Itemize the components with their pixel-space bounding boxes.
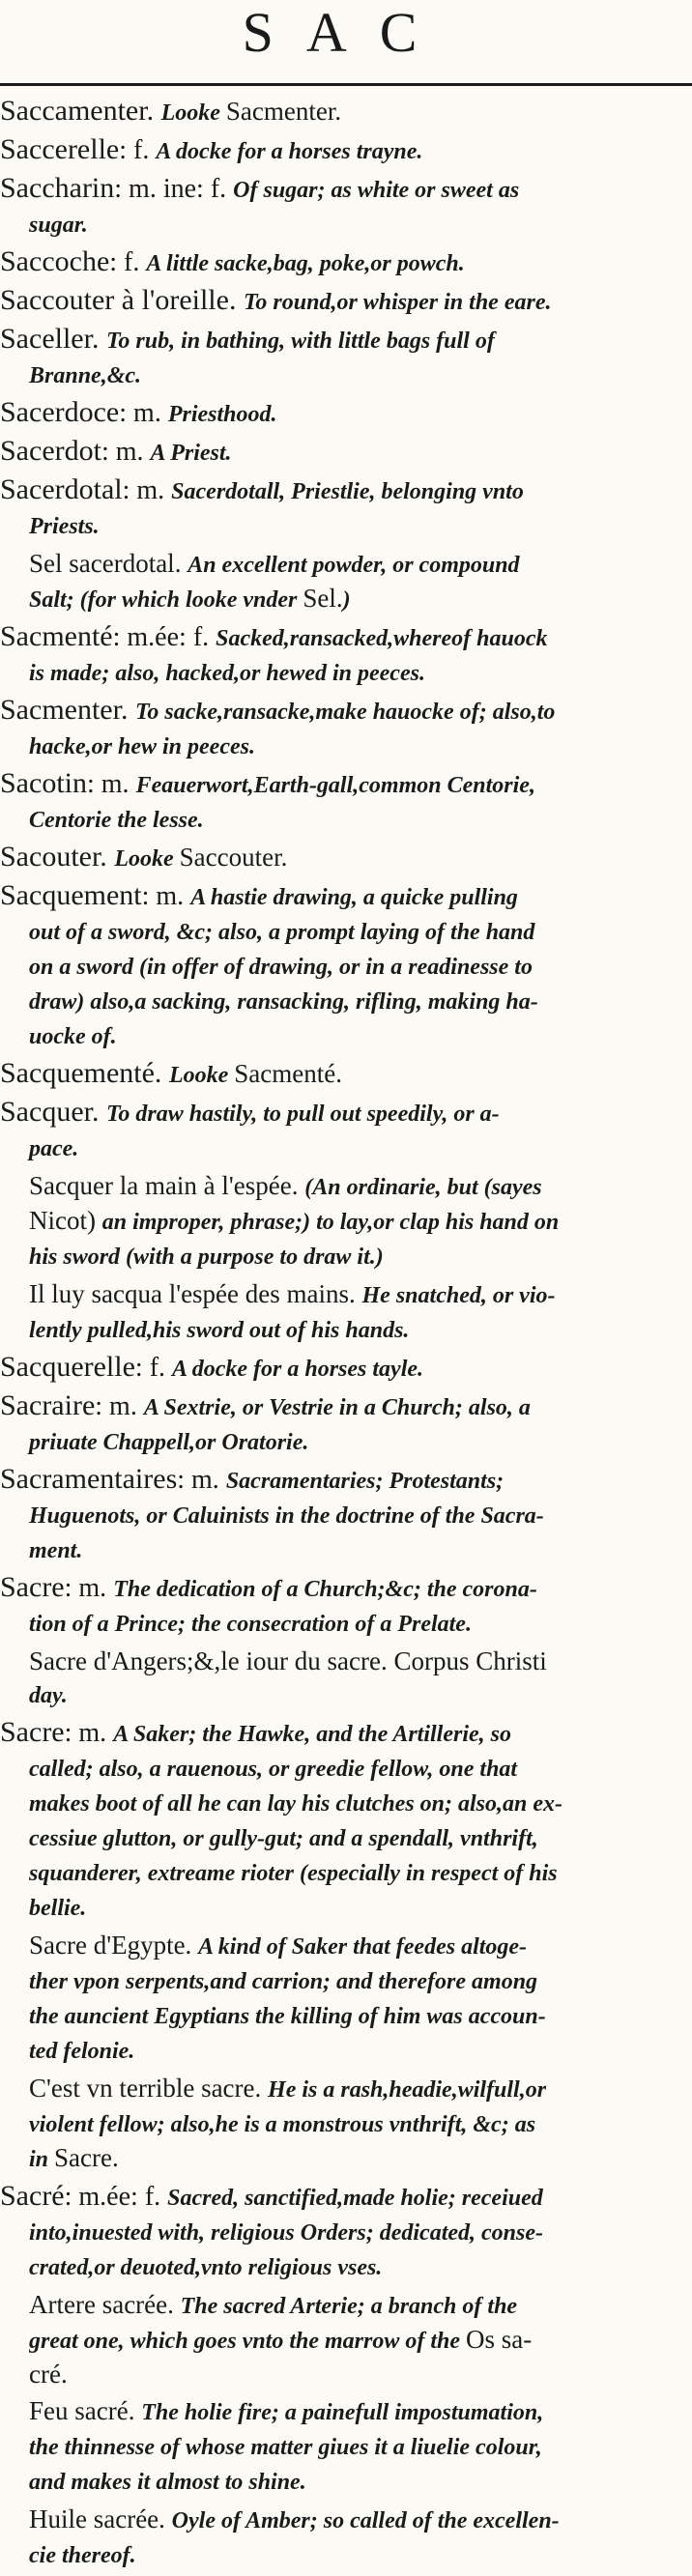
entry-line xyxy=(0,914,682,949)
roman-text: Sel sacerdotal. xyxy=(29,549,188,578)
roman-text: Sacquer la main à l'espée. xyxy=(29,1171,305,1200)
definition-text: day. xyxy=(29,1683,68,1708)
definition-text: sugar. xyxy=(29,213,88,238)
entry-line xyxy=(29,2358,682,2390)
dictionary-entry xyxy=(0,1716,682,1925)
definition-text: Sacked,ransacked,whereof hauock xyxy=(216,626,548,651)
definition-text: hacke,or hew in peeces. xyxy=(29,734,255,759)
definition-text: ment. xyxy=(29,1538,83,1563)
definition-text: and makes it almost to shine. xyxy=(29,2470,306,2495)
entry-line xyxy=(0,1606,682,1641)
definition-text: The dedication of a Church;&c; the corona- xyxy=(113,1577,537,1602)
definition-text: A kind of Saker that feedes altoge- xyxy=(198,1934,528,1960)
roman-text: Os sa- xyxy=(466,2325,533,2354)
entry-line xyxy=(29,2323,682,2358)
entry-line xyxy=(29,547,682,582)
entry-line xyxy=(0,396,682,431)
roman-text: Sacmenter. xyxy=(225,97,342,126)
entry-line xyxy=(0,1855,682,1890)
grammar-label: : m. xyxy=(64,1573,114,1603)
headword: Saceller. xyxy=(0,323,106,355)
definition-text: Oyle of Amber; so called of the excellen- xyxy=(171,2508,560,2533)
roman-text: Huile sacrée. xyxy=(29,2504,172,2533)
grammar-label: : m.ée: f. xyxy=(112,622,216,652)
headword: Sacquementé. xyxy=(0,1057,169,1089)
grammar-label: : m. xyxy=(64,1718,114,1748)
entry-line xyxy=(0,1057,682,1092)
entry-line xyxy=(29,2429,682,2464)
entry-line xyxy=(29,1312,682,1347)
roman-text: C'est vn terrible sacre. xyxy=(29,2074,269,2103)
dictionary-entry xyxy=(0,435,682,470)
roman-text: Nicot) xyxy=(29,1206,102,1235)
definition-text: pace. xyxy=(29,1136,79,1161)
definition-text: To round,or whisper in the eare. xyxy=(243,290,552,315)
definition-text: Looke xyxy=(114,846,180,872)
headword: Sacquerelle xyxy=(0,1351,135,1383)
entry-line xyxy=(29,1929,682,1963)
roman-text: Feu sacré. xyxy=(29,2396,142,2425)
dictionary-entry xyxy=(0,95,682,129)
headword: Sacre xyxy=(0,1716,65,1748)
sub-entry xyxy=(0,1645,682,1712)
entry-line xyxy=(29,2464,682,2499)
headword: Sacerdotal xyxy=(0,473,123,505)
entry-line xyxy=(0,802,682,837)
headword: Sacré xyxy=(0,2180,65,2212)
dictionary-entry xyxy=(0,620,682,690)
headword: Sacmenter. xyxy=(0,694,135,726)
headword: Saccoche xyxy=(0,245,110,277)
dictionary-entry xyxy=(0,2180,682,2284)
definition-text: An excellent powder, or compound xyxy=(187,553,520,578)
dictionary-entry xyxy=(0,133,682,168)
definition-text: tion of a Prince; the consecration of a Prelate. xyxy=(29,1612,472,1637)
headword: Saccouter à l'oreille. xyxy=(0,284,244,316)
headword: Sacerdoce xyxy=(0,396,120,428)
grammar-label: : m. xyxy=(95,1391,144,1421)
headword: Saccamenter. xyxy=(0,95,161,127)
entry-line xyxy=(0,508,682,543)
dictionary-entry xyxy=(0,245,682,280)
definition-text: Priesthood. xyxy=(167,402,277,427)
definition-text: violent fellow; also,he is a monstrous vnthrift, &c; as xyxy=(29,2112,536,2137)
definition-text: ther vpon serpents,and carrion; and therefore among xyxy=(29,1969,538,1994)
entry-line xyxy=(29,2141,682,2176)
entry-line xyxy=(29,1677,682,1712)
entry-line xyxy=(0,95,682,129)
definition-text: crated,or deuoted,vnto religious vses. xyxy=(29,2255,383,2280)
entry-line xyxy=(0,245,682,280)
grammar-label: : m. xyxy=(141,881,191,911)
entry-line xyxy=(0,1096,682,1131)
dictionary-entry xyxy=(0,1351,682,1386)
headword: Sacquement xyxy=(0,879,142,911)
dictionary-entry xyxy=(0,1057,682,1092)
sub-entry xyxy=(0,1277,682,1347)
entry-line xyxy=(29,2503,682,2537)
entry-line xyxy=(0,1018,682,1053)
dictionary-entry xyxy=(0,1571,682,1641)
definition-text: Of sugar; as white or sweet as xyxy=(233,178,520,203)
definition-text: A docke for a horses tayle. xyxy=(172,1357,424,1382)
definition-text: Huguenots, or Caluinists in the doctrine of the Sacra- xyxy=(29,1503,544,1529)
roman-text: Sacre. xyxy=(54,2143,119,2172)
roman-text: Il luy sacqua l'espée des mains. xyxy=(29,1279,362,1308)
roman-text: Sacre d'Egypte. xyxy=(29,1931,199,1960)
definition-text: uocke of. xyxy=(29,1024,117,1049)
definition-text: lently pulled,his sword out of his hands. xyxy=(29,1318,410,1343)
entry-line xyxy=(0,1424,682,1459)
definition-text: A hastie drawing, a quicke pulling xyxy=(190,885,518,910)
definition-text: He snatched, or vio- xyxy=(361,1283,556,1308)
entry-line xyxy=(29,1169,682,1204)
entry-line xyxy=(0,2180,682,2215)
definition-text: Salt; (for which looke vnder xyxy=(29,587,303,613)
entry-line xyxy=(29,2033,682,2068)
sub-entry xyxy=(0,1169,682,1274)
entry-line xyxy=(0,172,682,207)
roman-text: Saccouter. xyxy=(179,843,288,872)
definition-text: an improper, phrase;) to lay,or clap his hand on xyxy=(101,1210,560,1235)
roman-text: Sel. xyxy=(303,584,343,613)
grammar-label: : f. xyxy=(134,1353,173,1383)
grammar-label: : m. xyxy=(87,769,136,799)
definition-text: A Sextrie, or Vestrie in a Church; also, a xyxy=(143,1395,531,1420)
entry-line xyxy=(29,2288,682,2323)
roman-text: Sacmenté. xyxy=(234,1059,342,1088)
definition-text: The holie fire; a painefull impostumation, xyxy=(141,2400,544,2425)
definition-text: Priests. xyxy=(29,514,100,539)
definition-text: squanderer, extreame rioter (especially in respect of his xyxy=(29,1861,558,1886)
dictionary-entry xyxy=(0,767,682,837)
grammar-label: : m. xyxy=(122,475,172,505)
entry-line xyxy=(0,1351,682,1386)
dictionary-entry xyxy=(0,1463,682,1567)
sub-entry xyxy=(0,2288,682,2390)
grammar-label: : m. xyxy=(177,1465,226,1495)
headword: Sacraire xyxy=(0,1389,96,1421)
entry-line xyxy=(0,879,682,914)
definition-text: is made; also, hacked,or hewed in peeces. xyxy=(29,661,425,686)
definition-text: cie thereof. xyxy=(29,2543,136,2568)
definition-text: The sacred Arterie; a branch of the xyxy=(180,2294,518,2319)
entry-line xyxy=(0,841,682,875)
sub-entry xyxy=(0,1929,682,2068)
headword: Sacramentaires xyxy=(0,1463,178,1495)
definition-text: great one, which goes vnto the marrow of the xyxy=(29,2329,467,2354)
dictionary-entry xyxy=(0,323,682,392)
definition-text: A Priest. xyxy=(150,441,232,466)
entry-line xyxy=(0,1716,682,1751)
entry-line xyxy=(0,1820,682,1855)
definition-text: called; also, a rauenous, or greedie fellow, one that xyxy=(29,1757,518,1782)
grammar-label: : m. xyxy=(119,398,168,428)
entry-line xyxy=(0,1751,682,1786)
grammar-label: : f. xyxy=(119,135,157,165)
definition-text: Sacred, sanctified,made holie; receiued xyxy=(167,2186,543,2211)
entry-line xyxy=(0,1498,682,1532)
dictionary-entry xyxy=(0,473,682,543)
entry-line xyxy=(0,729,682,763)
headword: Sacquer. xyxy=(0,1096,106,1128)
entry-line xyxy=(0,694,682,729)
dictionary-entry xyxy=(0,284,682,319)
grammar-label: : m.ée: f. xyxy=(64,2182,168,2212)
sub-entry xyxy=(0,547,682,616)
definition-text: A Saker; the Hawke, and the Artillerie, so xyxy=(113,1722,511,1747)
entry-line xyxy=(29,2537,682,2572)
definition-text: Feauerwort,Earth-gall,common Centorie, xyxy=(135,773,535,798)
sub-entry xyxy=(0,2394,682,2499)
headword: Saccharin xyxy=(0,172,115,204)
sub-entry xyxy=(0,2503,682,2572)
definition-text: Branne,&c. xyxy=(29,363,142,388)
entry-line xyxy=(0,949,682,984)
entry-line xyxy=(0,2249,682,2284)
entry-line xyxy=(29,2394,682,2429)
entry-line xyxy=(29,2072,682,2106)
entry-line xyxy=(0,473,682,508)
definition-text: A little sacke,bag, poke,or powch. xyxy=(146,251,465,276)
definition-text: To draw hastily, to pull out speedily, or a- xyxy=(105,1102,500,1127)
sub-entry xyxy=(0,2072,682,2176)
dictionary-entry xyxy=(0,1389,682,1459)
entry-list xyxy=(0,95,682,2576)
definition-text: into,inuested with, religious Orders; dedicated, conse- xyxy=(29,2220,544,2246)
entry-line xyxy=(0,655,682,690)
dictionary-entry xyxy=(0,879,682,1053)
entry-line xyxy=(0,1463,682,1498)
entry-line xyxy=(0,1131,682,1165)
headword: Sacouter. xyxy=(0,841,115,873)
dictionary-entry xyxy=(0,1096,682,1165)
definition-text: (An ordinarie, but (sayes xyxy=(304,1175,542,1200)
entry-line xyxy=(0,1890,682,1925)
roman-text: Sacre d'Angers;&,le iour du sacre. Corpus Christi xyxy=(29,1646,547,1675)
dictionary-entry xyxy=(0,694,682,763)
entry-line xyxy=(29,1998,682,2033)
headword: Sacotin xyxy=(0,767,87,799)
running-head: SAC xyxy=(242,1,450,64)
definition-text: in xyxy=(29,2147,55,2172)
definition-text: bellie. xyxy=(29,1896,87,1921)
definition-text: ted felonie. xyxy=(29,2039,135,2064)
definition-text: Sacerdotall, Priestlie, belonging vnto xyxy=(171,479,524,504)
entry-line xyxy=(0,207,682,242)
entry-line xyxy=(0,284,682,319)
entry-line xyxy=(0,2215,682,2249)
entry-line xyxy=(0,620,682,655)
definition-text: the thinnesse of whose matter giues it a liuelie colour, xyxy=(29,2435,542,2460)
definition-text: the auncient Egyptians the killing of him was accoun- xyxy=(29,2004,546,2029)
entry-line xyxy=(29,1204,682,1239)
definition-text: draw) also,a sacking, ransacking, rifling, making ha- xyxy=(29,989,538,1015)
entry-line xyxy=(0,133,682,168)
grammar-label: : m. ine: f. xyxy=(114,174,234,204)
dictionary-entry xyxy=(0,841,682,875)
entry-line xyxy=(0,1786,682,1820)
entry-line xyxy=(29,582,682,616)
dictionary-entry xyxy=(0,396,682,431)
definition-text: To sacke,ransacke,make hauocke of; also,to xyxy=(134,700,556,725)
entry-line xyxy=(29,1963,682,1998)
definition-text: cessiue glutton, or gully-gut; and a spendall, vnthrift, xyxy=(29,1826,538,1851)
entry-line xyxy=(29,2106,682,2141)
roman-text: Artere sacrée. xyxy=(29,2290,181,2319)
headword: Sacre xyxy=(0,1571,65,1603)
entry-line xyxy=(0,1532,682,1567)
dictionary-entry xyxy=(0,172,682,242)
entry-line xyxy=(0,767,682,802)
definition-text: A docke for a horses trayne. xyxy=(156,139,423,164)
entry-line xyxy=(29,1239,682,1274)
definition-text: Sacramentaries; Protestants; xyxy=(225,1469,505,1494)
headword: Sacerdot xyxy=(0,435,101,467)
entry-line xyxy=(0,1389,682,1424)
header-rule xyxy=(0,83,692,86)
definition-text: Looke xyxy=(160,100,226,126)
entry-line xyxy=(0,323,682,358)
headword: Sacmenté xyxy=(0,620,113,652)
grammar-label: : m. xyxy=(101,437,151,467)
entry-line xyxy=(29,1277,682,1312)
entry-line xyxy=(0,358,682,392)
definition-text: out of a sword, &c; also, a prompt laying of the hand xyxy=(29,920,535,945)
definition-text: Looke xyxy=(168,1063,235,1088)
definition-text: his sword (with a purpose to draw it.) xyxy=(29,1245,384,1270)
definition-text: ) xyxy=(342,587,351,613)
entry-line xyxy=(0,435,682,470)
entry-line xyxy=(29,1645,682,1677)
grammar-label: : f. xyxy=(109,247,147,277)
headword: Saccerelle xyxy=(0,133,120,165)
definition-text: priuate Chappell,or Oratorie. xyxy=(29,1430,309,1455)
definition-text: Centorie the lesse. xyxy=(29,808,204,833)
entry-line xyxy=(0,984,682,1018)
roman-text: cré. xyxy=(29,2360,68,2389)
definition-text: To rub, in bathing, with little bags full of xyxy=(105,329,495,354)
definition-text: makes boot of all he can lay his clutches on; also,an ex- xyxy=(29,1791,562,1817)
entry-line xyxy=(0,1571,682,1606)
definition-text: on a sword (in offer of drawing, or in a readinesse to xyxy=(29,955,533,980)
definition-text: He is a rash,headie,wilfull,or xyxy=(268,2077,547,2103)
